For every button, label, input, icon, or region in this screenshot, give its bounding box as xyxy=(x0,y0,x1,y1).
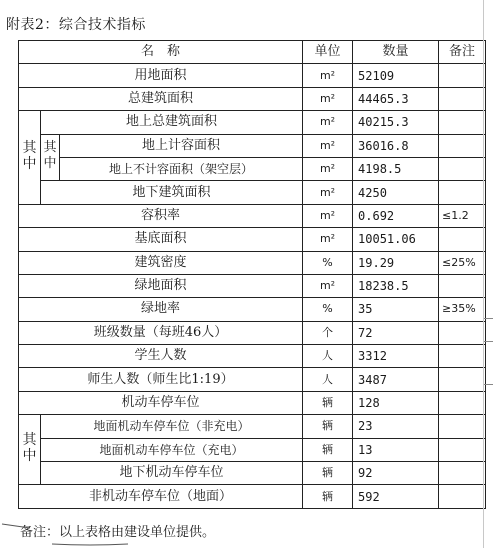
row-name: 地面机动车停车位（充电） xyxy=(41,438,303,461)
table-row xyxy=(19,228,486,251)
table-caption: 附表2：综合技术指标 xyxy=(6,17,146,33)
table-row xyxy=(19,157,486,180)
row-note xyxy=(439,462,486,485)
row-note xyxy=(439,485,486,508)
row-quantity: 0.692 xyxy=(353,204,439,227)
row-unit: m² xyxy=(303,111,353,134)
row-quantity: 44465.3 xyxy=(353,87,439,110)
row-name: 建筑密度 xyxy=(19,251,303,274)
row-name: 地面机动车停车位（非充电） xyxy=(41,415,303,438)
row-note xyxy=(439,87,486,110)
row-name: 地上不计容面积（架空层） xyxy=(60,157,303,180)
row-quantity: 40215.3 xyxy=(353,111,439,134)
row-name: 容积率 xyxy=(19,204,303,227)
table-row xyxy=(19,391,486,414)
header-quantity: 数量 xyxy=(353,41,439,64)
row-quantity: 3312 xyxy=(353,345,439,368)
row-quantity: 19.29 xyxy=(353,251,439,274)
row-unit: % xyxy=(303,298,353,321)
row-note xyxy=(439,274,486,297)
table-row xyxy=(19,415,486,438)
row-name: 机动车停车位 xyxy=(19,391,303,414)
row-note xyxy=(439,157,486,180)
row-quantity: 592 xyxy=(353,485,439,508)
row-quantity: 23 xyxy=(353,415,439,438)
row-unit: 辆 xyxy=(303,391,353,414)
row-name: 非机动车停车位（地面） xyxy=(19,485,303,508)
row-quantity: 4250 xyxy=(353,181,439,204)
row-note xyxy=(439,134,486,157)
table-row xyxy=(19,181,486,204)
row-unit: m² xyxy=(303,157,353,180)
group-label-area: 其中 xyxy=(19,111,41,205)
table-row xyxy=(19,204,486,227)
header-unit: 单位 xyxy=(303,41,353,64)
row-unit: 人 xyxy=(303,368,353,391)
row-quantity: 4198.5 xyxy=(353,157,439,180)
row-note xyxy=(439,181,486,204)
pen-stroke-mark xyxy=(0,520,140,548)
row-note xyxy=(439,345,486,368)
page-edge-line xyxy=(483,0,484,548)
row-unit: % xyxy=(303,251,353,274)
row-unit: m² xyxy=(303,64,353,87)
row-name: 基底面积 xyxy=(19,228,303,251)
row-name: 师生人数（师生比1:19） xyxy=(19,368,303,391)
row-note xyxy=(439,438,486,461)
row-note xyxy=(439,111,486,134)
table-row xyxy=(19,438,486,461)
table-row xyxy=(19,274,486,297)
row-name: 班级数量（每班46人） xyxy=(19,321,303,344)
row-name: 地下建筑面积 xyxy=(41,181,303,204)
table-row xyxy=(19,298,486,321)
footnote: 备注：以上表格由建设单位提供。 xyxy=(20,525,216,540)
row-name: 绿地面积 xyxy=(19,274,303,297)
margin-mark xyxy=(484,384,493,385)
row-quantity: 10051.06 xyxy=(353,228,439,251)
row-unit: 辆 xyxy=(303,485,353,508)
row-unit: m² xyxy=(303,204,353,227)
row-note: ≤25% xyxy=(439,251,486,274)
row-name: 学生人数 xyxy=(19,345,303,368)
row-unit: 辆 xyxy=(303,438,353,461)
row-unit: m² xyxy=(303,134,353,157)
row-name: 地上总建筑面积 xyxy=(41,111,303,134)
row-unit: 辆 xyxy=(303,415,353,438)
table-row xyxy=(19,368,486,391)
row-unit: m² xyxy=(303,274,353,297)
row-quantity: 52109 xyxy=(353,64,439,87)
table-row xyxy=(19,485,486,508)
row-unit: 辆 xyxy=(303,462,353,485)
table-row xyxy=(19,321,486,344)
row-quantity: 72 xyxy=(353,321,439,344)
table-row xyxy=(19,111,486,134)
row-name: 地下机动车停车位 xyxy=(41,462,303,485)
row-note xyxy=(439,321,486,344)
margin-mark xyxy=(484,341,493,342)
row-unit: m² xyxy=(303,87,353,110)
row-name: 地上计容面积 xyxy=(60,134,303,157)
table-row xyxy=(19,462,486,485)
header-name: 名 称 xyxy=(19,41,303,64)
group-label-parking: 其中 xyxy=(19,415,41,485)
row-quantity: 13 xyxy=(353,438,439,461)
row-note xyxy=(439,228,486,251)
row-note xyxy=(439,415,486,438)
margin-mark xyxy=(484,318,493,319)
row-quantity: 18238.5 xyxy=(353,274,439,297)
row-name: 用地面积 xyxy=(19,64,303,87)
group-label-above-ground: 其中 xyxy=(41,134,60,181)
table-row xyxy=(19,64,486,87)
technical-indicators-table xyxy=(18,40,486,509)
row-name: 总建筑面积 xyxy=(19,87,303,110)
row-unit: 人 xyxy=(303,345,353,368)
row-quantity: 36016.8 xyxy=(353,134,439,157)
table-row xyxy=(19,345,486,368)
table-header-row xyxy=(19,41,486,64)
row-quantity: 35 xyxy=(353,298,439,321)
row-quantity: 92 xyxy=(353,462,439,485)
row-quantity: 3487 xyxy=(353,368,439,391)
header-note: 备注 xyxy=(439,41,486,64)
row-unit: m² xyxy=(303,228,353,251)
table-row xyxy=(19,87,486,110)
row-quantity: 128 xyxy=(353,391,439,414)
row-note xyxy=(439,368,486,391)
row-note: ≤1.2 xyxy=(439,204,486,227)
row-unit: m² xyxy=(303,181,353,204)
row-note xyxy=(439,64,486,87)
table-row xyxy=(19,251,486,274)
row-note: ≥35% xyxy=(439,298,486,321)
row-name: 绿地率 xyxy=(19,298,303,321)
row-unit: 个 xyxy=(303,321,353,344)
row-note xyxy=(439,391,486,414)
table-row xyxy=(19,134,486,157)
